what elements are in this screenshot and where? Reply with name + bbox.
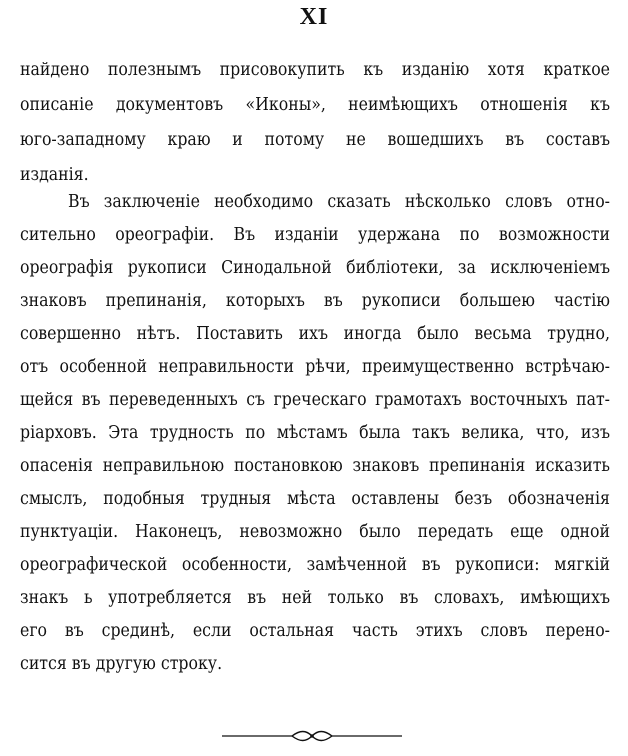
- text-line: знаковъ препинанія, которыхъ въ рукописи большею частію: [20, 291, 610, 311]
- text-line: изданія.: [20, 165, 89, 185]
- text-line: смыслъ, подобныя трудныя мѣста оставлены безъ обозначенія: [20, 489, 610, 509]
- text-line: найдено полезнымъ присовокупить къ изданію хотя краткое: [20, 60, 610, 80]
- text-line: опасенія неправильною постановкою знаковъ препинанія исказить: [20, 456, 610, 476]
- text-line: его въ срединѣ, если остальная часть этихъ словъ перено-: [20, 621, 610, 641]
- text-line: сительно ореографіи. Въ изданіи удержана по возможности: [20, 225, 610, 245]
- text-line: ореографической особенности, замѣченной въ рукописи: мягкій: [20, 555, 610, 575]
- text-line: отъ особенной неправильности рѣчи, преимущественно встрѣчаю-: [20, 357, 610, 377]
- text-line: ореографія рукописи Синодальной библіотеки, за исключеніемъ: [20, 258, 610, 278]
- text-line: совершенно нѣтъ. Поставить ихъ иногда было весьма трудно,: [20, 324, 610, 344]
- page-number: XI: [299, 4, 329, 30]
- text-line: сится въ другую строку.: [20, 654, 223, 674]
- ornament-divider: [222, 728, 402, 744]
- text-line: щейся въ переведенныхъ съ греческаго грамотахъ восточныхъ пат-: [20, 390, 610, 410]
- text-line: описаніе документовъ «Иконы», неимѣющихъ отношенія къ: [20, 95, 610, 115]
- text-line: пунктуаціи. Наконецъ, невозможно было передать еще одной: [20, 522, 610, 542]
- text-line: ріарховъ. Эта трудность по мѣстамъ была такъ велика, что, изъ: [20, 423, 610, 443]
- text-line: Въ заключеніе необходимо сказать нѣсколько словъ отно-: [68, 192, 610, 212]
- text-line: юго-западному краю и потому не вошедшихъ въ составъ: [20, 130, 610, 150]
- text-line: знакъ ь употребляется въ ней только въ словахъ, имѣющихъ: [20, 588, 610, 608]
